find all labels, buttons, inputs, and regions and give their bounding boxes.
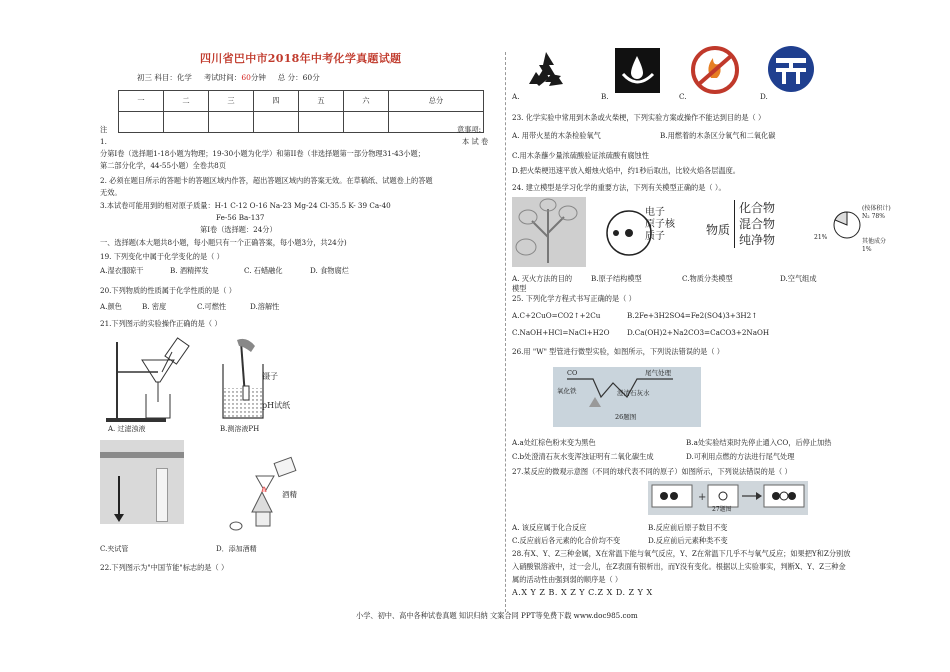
q27-stem: 27.某反应的微观示意图（不同的球代表不同的原子）如图所示，下列说法错误的是（ ） xyxy=(512,467,792,476)
q21-option-d: D．添加酒精 xyxy=(216,545,257,553)
q21-option-a: A. 过滤浊液 xyxy=(108,425,146,433)
svg-text:+: + xyxy=(698,492,707,503)
q22-option-c: C. xyxy=(679,92,687,101)
q24-option-c: C.物质分类模型 xyxy=(682,274,733,283)
q19-stem: 19. 下列变化中属于化学变化的是（ ） xyxy=(100,252,224,261)
grade-subject: 初三 科目：化学 xyxy=(137,73,192,82)
q19-option-c: C. 石蜡融化 xyxy=(244,266,283,275)
atom-model-labels xyxy=(645,207,675,243)
q19-option-a: A.湿衣服晾干 xyxy=(100,266,144,275)
q25-option-d: D.Ca(OH)2+Na2CO3=CaCO3+2NaOH xyxy=(627,328,770,337)
notes-left-label: 注 xyxy=(100,125,108,134)
score-header: 五 xyxy=(299,91,344,112)
q27-option-d: D.反应前后元素种类不变 xyxy=(648,536,728,545)
q20-option-d: D.溶解性 xyxy=(250,302,280,311)
q20-option-c: C.可燃性 xyxy=(197,302,227,311)
notes-line: 第二部分化学，44-55小题）全卷共8页 xyxy=(100,161,226,170)
score-header: 四 xyxy=(254,91,299,112)
q24-option-d: D.空气组成 xyxy=(780,274,817,283)
limewater-label: 澄清石灰水 xyxy=(617,389,650,397)
fig26-caption: 26题图 xyxy=(615,413,637,421)
q27-option-b: B.反应前后原子数目不变 xyxy=(648,523,728,532)
time-value: 60 xyxy=(241,73,251,82)
q26-option-d: D.可利用点燃的方法进行尾气处理 xyxy=(686,452,795,461)
tail-gas-label: 尾气处理 xyxy=(645,369,671,377)
q26-option-b: B.a处实验结束时先停止通入CO，后停止加热 xyxy=(686,438,832,447)
tweezers-label: 镊子 xyxy=(262,372,278,381)
q28-options: A.X Y Z B. X Z Y C.Z X D. Z Y X xyxy=(512,588,653,597)
time-label: 考试时间： xyxy=(203,73,242,82)
classification-labels xyxy=(734,200,775,248)
substance-label: 物质 xyxy=(706,223,731,237)
time-unit: 分钟 xyxy=(250,73,266,82)
q22-stem: 22.下列图示为"中国节能"标志的是（ ） xyxy=(100,563,229,572)
mixture-label: 混合物 xyxy=(739,217,776,231)
q22-option-d: D. xyxy=(760,92,768,101)
electron-label: 电子 xyxy=(645,207,665,218)
score-header: 总分 xyxy=(389,91,484,112)
section-instruction: 一、选择题(本大题共8小题，每小题只有一个正确答案，每小题3分，共24分) xyxy=(100,238,347,247)
q27-option-c: C.反应前后各元素的化合价均不变 xyxy=(512,536,621,545)
air-by-volume-label: (按体积计) xyxy=(862,205,891,212)
fire-extinguishing-model-figure xyxy=(512,197,586,267)
notes-line: 分第Ⅰ卷（选择题1-18小题为物理；19-30小题为化学）和第II卷（非选择题第一部分物理31-43小题； xyxy=(100,149,425,158)
score-header: 六 xyxy=(344,91,389,112)
page-footer: 小学、初中、高中各种试卷真题 知识归纳 文案合同 PPT等免费下载 www.doc985.com xyxy=(356,611,638,620)
q25-stem: 25. 下列化学方程式书写正确的是（ ） xyxy=(512,294,636,303)
notes-line1-tail: 本 试 卷 xyxy=(462,137,489,146)
compound-label: 化合物 xyxy=(739,201,776,215)
score-cell xyxy=(299,112,344,133)
ph-paper-label: pH试纸 xyxy=(262,401,291,410)
q21-stem: 21.下列图示的实验操作正确的是（ ） xyxy=(100,319,222,328)
score-cell xyxy=(254,112,299,133)
air-other-label: 其他成分 1% xyxy=(862,238,887,254)
w-tube-experiment-photo xyxy=(553,367,701,427)
q22-option-b: B. xyxy=(601,92,609,101)
score-header: 二 xyxy=(164,91,209,112)
iron-oxide-label: 氧化铁 xyxy=(557,387,577,395)
notes-right-label: 意事项: xyxy=(457,125,481,134)
q28-line: 28.有X、Y、Z三种金属，X在常温下能与氧气反应，Y、Z在常温下几乎不与氧气反应；如果把Y和Z分别放 xyxy=(512,549,851,558)
q21-option-c: C.夹试管 xyxy=(100,545,129,553)
alcohol-label: 酒精 xyxy=(282,490,297,499)
score-header: 三 xyxy=(209,91,254,112)
q21-option-b: B.测溶液PH xyxy=(220,425,260,433)
co-label: CO xyxy=(567,369,578,377)
pure-substance-label: 纯净物 xyxy=(739,233,776,247)
score-cell xyxy=(209,112,254,133)
page-title: 四川省巴中市2018年中考化学真题试题 xyxy=(200,52,402,65)
q25-option-c: C.NaOH+HCl=NaCl+H2O xyxy=(512,328,610,337)
water-drop-icon xyxy=(615,48,660,93)
no-fire-icon xyxy=(689,44,741,96)
q26-option-a: A.a处红棕色粉末变为黑色 xyxy=(512,438,596,447)
total-score: 总 分：60分 xyxy=(277,73,320,82)
q26-stem: 26.用 "W" 型管进行微型实验，如图所示，下列说法错误的是（ ） xyxy=(512,347,724,356)
score-cell xyxy=(164,112,209,133)
air-composition-pie xyxy=(832,210,862,240)
q28-line: 属的活动性由强到弱的顺序是（ ） xyxy=(512,575,623,584)
column-divider xyxy=(505,52,506,612)
notes-line: 2. 必须在题目所示的答题卡的答题区域内作答，超出答题区域内的答案无效。在草稿纸、试题卷上的答题 xyxy=(100,176,433,185)
energy-saving-badge-icon xyxy=(766,44,816,94)
notes-line: 3.本试卷可能用到的相对原子质量：H-1 C-12 O-16 Na-23 Mg-24 Cl-35.5 K- 39 Ca-40 xyxy=(100,201,391,210)
q22-option-a: A. xyxy=(512,92,520,101)
q25-option-a: A.C+2CuO=CO2↑+2Cu xyxy=(512,311,601,320)
q19-option-d: D. 食物腐烂 xyxy=(310,266,349,275)
air-n2-label: N₂ 78% xyxy=(862,213,885,220)
section-heading: 第Ⅰ卷（选择题：24分） xyxy=(200,225,277,234)
score-cell xyxy=(344,112,389,133)
score-table xyxy=(118,90,484,133)
q26-option-c: C.b处澄清石灰水变浑浊证明有二氧化碳生成 xyxy=(512,452,654,461)
air-o2-label: 21% xyxy=(814,234,828,241)
filtration-figure xyxy=(102,332,192,424)
q23-option-d: D.把火柴梗迅速平放入蜡烛火焰中，约1秒后取出，比较火焰各层温度。 xyxy=(512,166,740,175)
score-cell xyxy=(119,112,164,133)
exam-info xyxy=(137,73,320,83)
fig27-caption: 27题图 xyxy=(712,506,732,513)
q23-option-c: C.用木条蘸少量浓硫酸验证浓硫酸有腐蚀性 xyxy=(512,151,649,160)
q19-option-b: B. 酒精挥发 xyxy=(170,266,209,275)
nucleus-label: 原子核 xyxy=(645,219,675,230)
q24-option-a: A. 灭火方法的目的模型 xyxy=(512,274,573,293)
q28-line: 入硝酸银溶液中，过一会儿，在Z表面有银析出，而Y没有变化。根据以上实验事实，判断X、Y、Z三种金 xyxy=(512,562,846,571)
q23-stem: 23. 化学实验中常用到木条或火柴梗，下列实验方案或操作不能达到目的是（ ） xyxy=(512,113,766,122)
notes-line: 无效。 xyxy=(100,188,122,197)
notes-line1-num: 1. xyxy=(100,137,107,146)
q20-option-b: B. 密度 xyxy=(142,302,167,311)
q23-option-b: B.用燃着的木条区分氧气和二氧化碳 xyxy=(660,131,776,140)
q27-option-a: A. 该反应属于化合反应 xyxy=(512,523,587,532)
notes-line: Fe-56 Ba-137 xyxy=(216,213,265,222)
test-tube-clamp-photo xyxy=(100,440,184,524)
q23-option-a: A. 用带火星的木条检验氧气 xyxy=(512,131,601,140)
q24-option-b: B.原子结构模型 xyxy=(591,274,642,283)
q20-option-a: A.颜色 xyxy=(100,302,122,311)
q24-stem: 24. 建立模型是学习化学的重要方法，下列有关模型正确的是（ ）。 xyxy=(512,183,726,192)
micro-reaction-diagram xyxy=(648,481,808,515)
score-header: 一 xyxy=(119,91,164,112)
proton-label: 质子 xyxy=(645,231,665,242)
q20-stem: 20.下列物质的性质属于化学性质的是（ ） xyxy=(100,286,236,295)
recycle-icon xyxy=(523,48,569,94)
q25-option-b: B.2Fe+3H2SO4=Fe2(SO4)3+3H2↑ xyxy=(627,311,758,320)
